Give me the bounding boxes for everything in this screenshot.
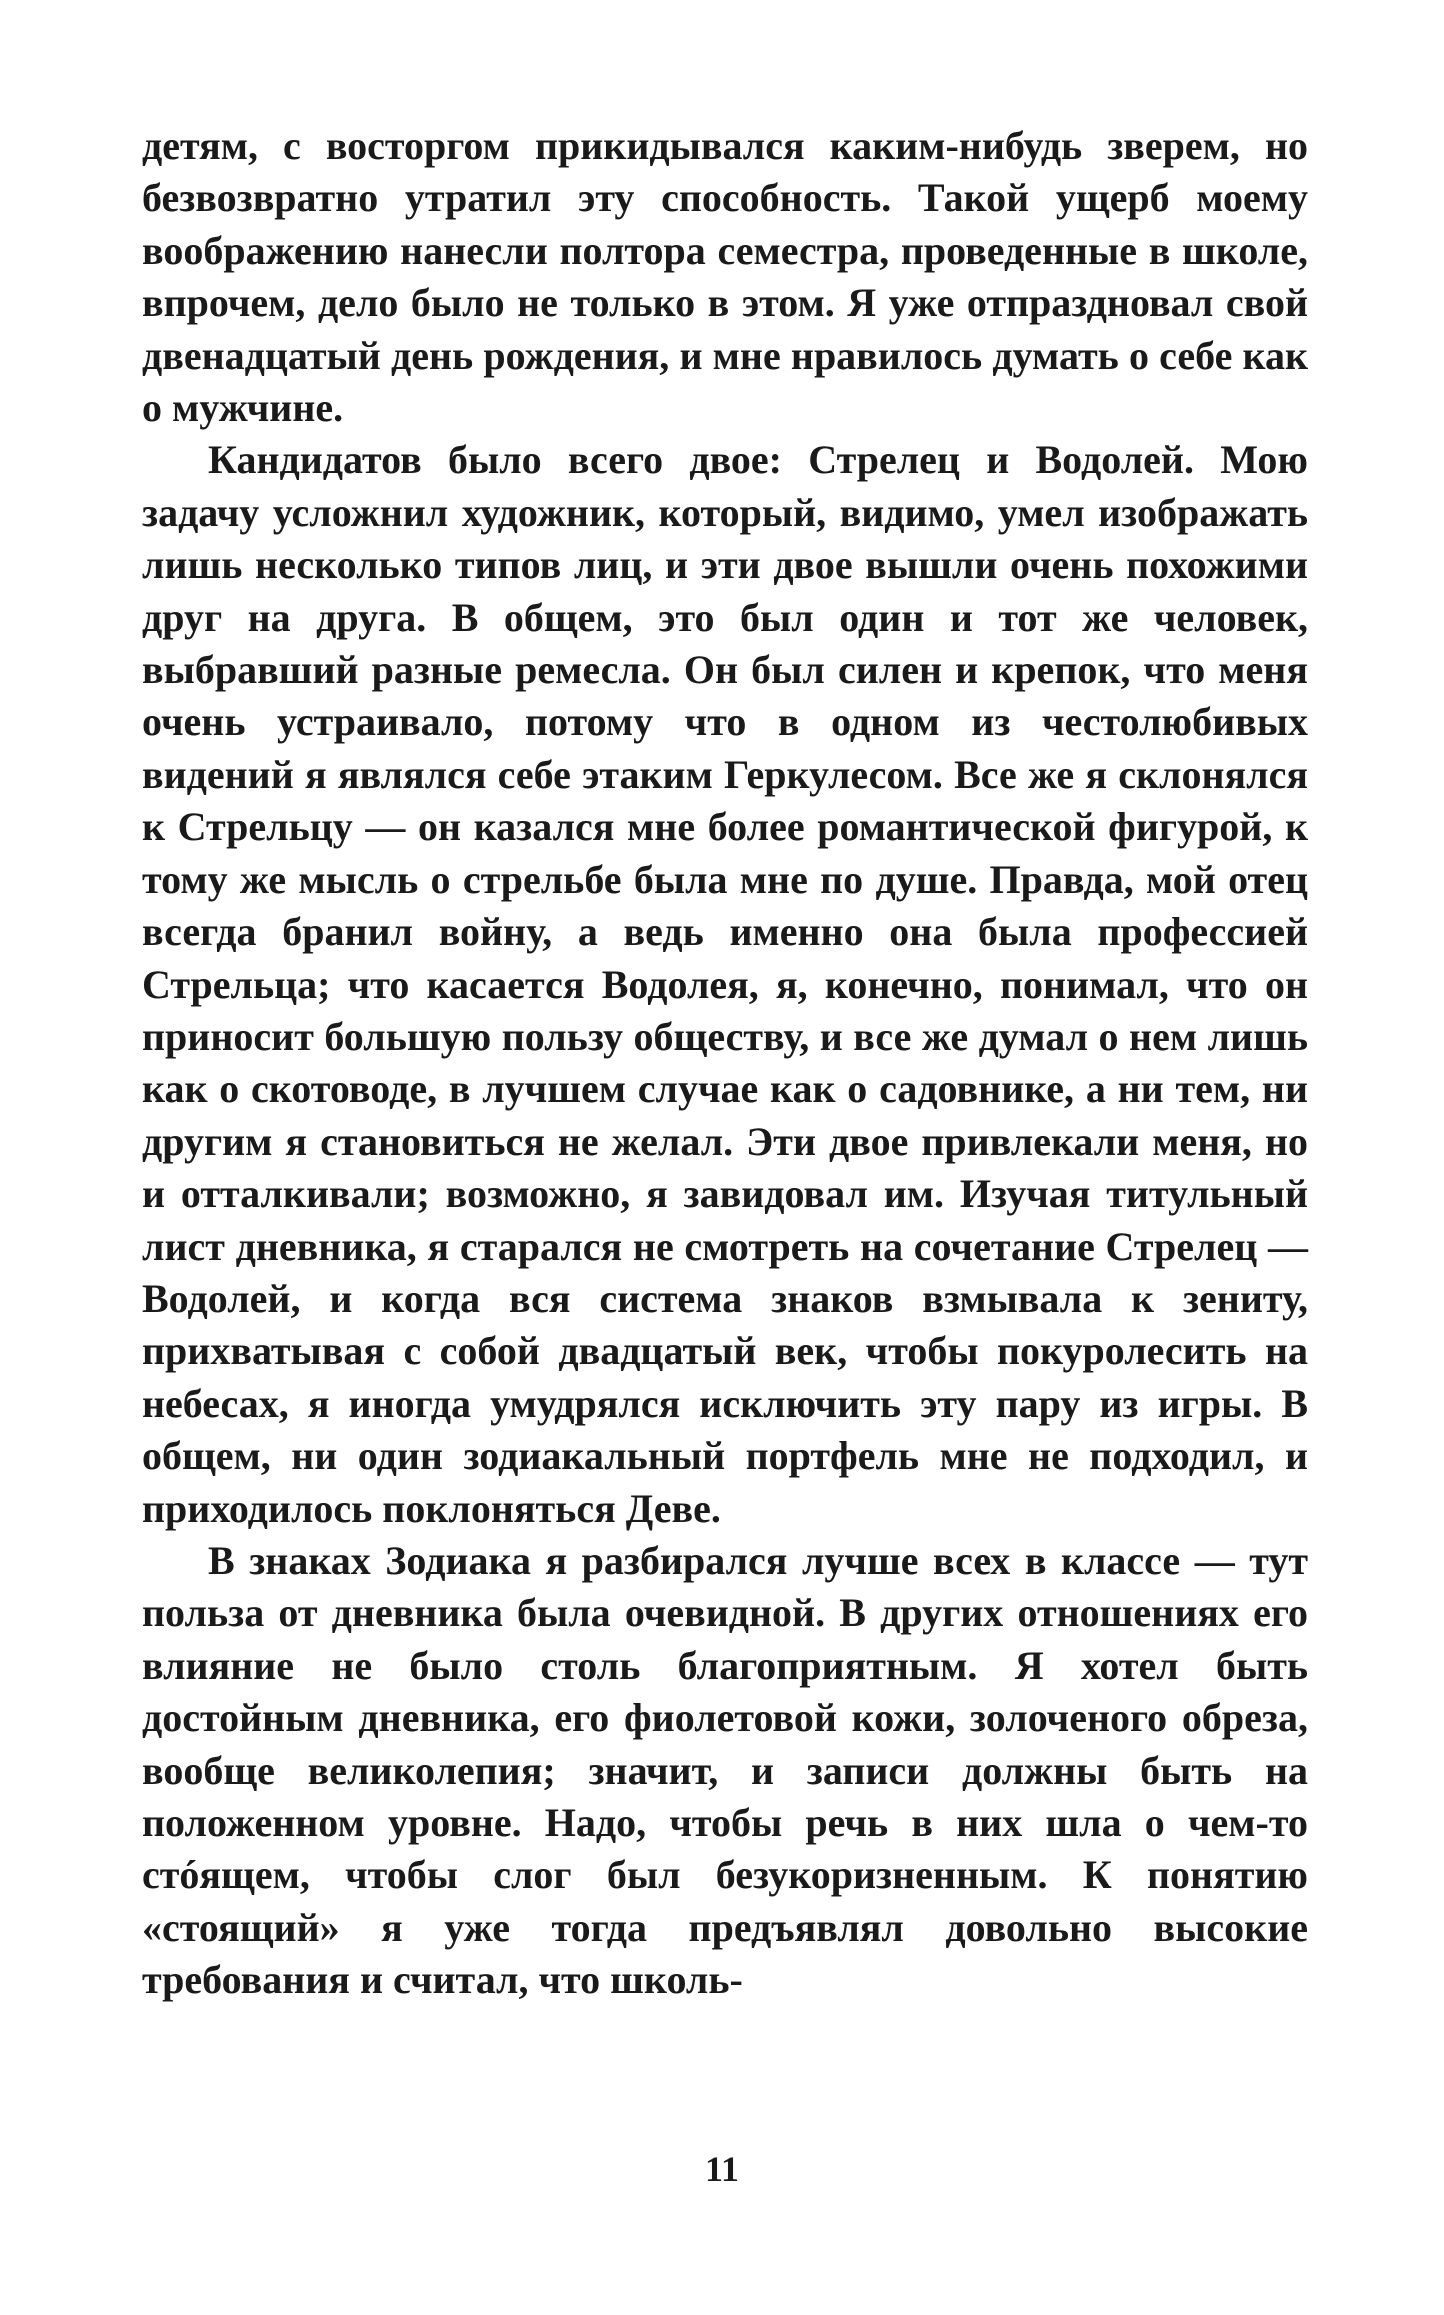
page-text <box>142 120 1308 2007</box>
paragraph-3: В знаках Зодиака я разбирался лучше всех в классе — тут польза от дневника была очевидной. В других отношениях его влияние не было столь благоприятным. Я хотел быть достойным дневника, его фиолетовой кожи, золоченого обреза, вообще великолепия; значит, и записи должны быть на положенном уровне. Надо, чтобы речь в них шла о чем-то стóящем, чтобы слог был безукоризненным. К понятию «стоящий» я уже тогда предъявлял довольно высокие требования и считал, что школь- <box>142 1537 1308 2003</box>
page-number: 11 <box>704 2149 739 2189</box>
paragraph-1: детям, с восторгом прикидывался каким-нибудь зверем, но безвозвратно утратил эту способность. Такой ущерб моему воображению нанесли полтора семестра, проведенные в школе, впрочем, дело было не только в этом. Я уже отпраздновал свой двенадцатый день рождения, и мне нравилось думать о себе как о мужчине. <box>142 123 1308 431</box>
paragraph-2: Кандидатов было всего двое: Стрелец и Водолей. Мою задачу усложнил художник, который, видимо, умел изображать лишь несколько типов лиц, и эти двое вышли очень похожими друг на друга. В общем, это был один и тот же человек, выбравший разные ремесла. Он был силен и крепок, что меня очень устраивало, потому что в одном из честолюбивых видений я являлся себе этаким Геркулесом. Все же я склонялся к Стрельцу — он казался мне более романтической фигурой, к тому же мысль о стрельбе была мне по душе. Правда, мой отец всегда бранил войну, а ведь именно она была профессией Стрельца; что касается Водолея, я, конечно, понимал, что он приносит большую пользу обществу, и все же думал о нем лишь как о скотоводе, в лучшем случае как о садовнике, а ни тем, ни другим я становиться не желал. Эти двое привлекали меня, но и отталкивали; возможно, я завидовал им. Изучая титульный лист дневника, я старался не смотреть на сочетание Стрелец — Водолей, и когда вся система знаков взмывала к зениту, прихватывая с собой двадцатый век, чтобы покуролесить на небесах, я иногда умудрялся исключить эту пару из игры. В общем, ни один зодиакальный портфель мне не подходил, и приходилось поклоняться Деве. <box>142 437 1308 1531</box>
